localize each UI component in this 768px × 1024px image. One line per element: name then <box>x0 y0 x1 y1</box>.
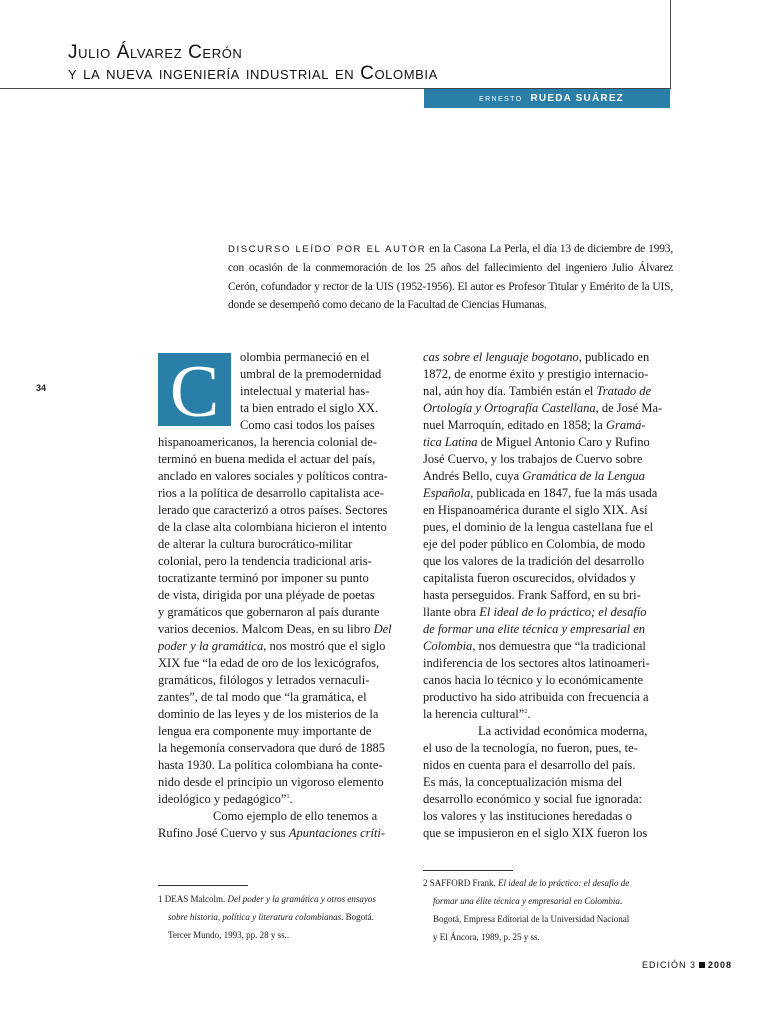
text-fragment: Tratado de <box>596 384 652 398</box>
text-fragment: , publicada en 1847, fue la más usada <box>470 486 658 500</box>
footnote-ref: 2 <box>524 708 528 715</box>
text-fragment: . Bogotá. <box>341 912 374 922</box>
text-line: pues, el dominio de la lengua castellana fue el <box>423 520 654 534</box>
text-fragment: nuel Marroquín, editado en 1858; la <box>423 418 606 432</box>
text-fragment: Gramática de la Lengua <box>522 469 645 483</box>
text-line: y gramáticos que gobernaron al país durante <box>158 605 380 619</box>
text-fragment: ideológico y pedagógico” <box>158 792 287 806</box>
text-line: capitalista fueron oscurecidos, olvidados y <box>423 571 636 585</box>
text-fragment: 1 DEAS Malcolm. <box>158 894 228 904</box>
text-fragment: tica Latina <box>423 435 478 449</box>
text-line: La actividad económica moderna, <box>478 724 648 738</box>
text-fragment: , de José Ma- <box>595 401 663 415</box>
text-line: productivo ha sido atribuida con frecuencia a <box>423 690 649 704</box>
text-fragment: la herencia cultural” <box>423 707 525 721</box>
text-line: de vista, dirigida por una pléyade de poetas <box>158 588 375 602</box>
text-line <box>158 825 394 842</box>
page-footer <box>642 960 732 970</box>
text-fragment: nal, aún hoy día. También están el <box>423 384 597 398</box>
text-fragment: Andrés Bello, cuya <box>423 469 523 483</box>
edition-label: EDICIÓN 3 <box>641 960 696 970</box>
text-line <box>423 621 675 638</box>
text-line: olombia permaneció en el <box>240 350 370 364</box>
text-line: que los valores de la tradición del desarrollo <box>423 554 645 568</box>
text-line <box>423 638 675 655</box>
footnote-rule-left <box>158 885 248 886</box>
text-line <box>158 791 394 808</box>
text-line <box>423 349 675 366</box>
text-line: eje del poder público en Colombia, de modo <box>423 537 646 551</box>
footnote-line <box>423 892 675 910</box>
text-fragment: , nos demuestra que “la tradicional <box>472 639 646 653</box>
text-line <box>423 400 675 417</box>
text-fragment: . <box>619 896 623 906</box>
footnote-line <box>423 874 675 892</box>
text-line: hispanoamericanos, la herencia colonial de- <box>158 435 378 449</box>
text-line: rios a la política de desarrollo capitalista ace- <box>158 486 384 500</box>
text-line: de la clase alta colombiana hicieron el intento <box>158 520 387 534</box>
text-line: canos hacia lo técnico y lo económicamente <box>423 673 644 687</box>
intro-paragraph <box>228 240 673 314</box>
edition-year: 2008 <box>707 960 732 970</box>
header-vertical-rule <box>670 0 671 89</box>
text-fragment: Gramá- <box>605 418 646 432</box>
text-fragment: El ideal de lo práctico; el desafío <box>479 605 647 619</box>
footnote-line <box>158 908 410 926</box>
footnote-line <box>158 890 410 908</box>
text-line: en Hispanoamérica durante el siglo XIX. Así <box>423 503 648 517</box>
text-line <box>158 638 394 655</box>
text-fragment: formar una élite técnica y empresarial en Colombia <box>433 896 620 906</box>
square-separator-icon <box>699 962 705 968</box>
text-line: anclado en valores sociales y políticos contra- <box>158 469 388 483</box>
text-line <box>423 485 675 502</box>
text-line: los valores y las instituciones heredadas o <box>423 809 632 823</box>
drop-cap: C <box>158 353 231 426</box>
text-line: nidos en cuenta para el desarrollo del país. <box>423 758 636 772</box>
text-fragment: Colombia <box>423 639 473 653</box>
text-line: hasta 1930. La política colombiana ha conte- <box>158 758 383 772</box>
text-line <box>423 468 675 485</box>
page-number: 34 <box>36 383 47 393</box>
text-fragment: Rufino José Cuervo y sus <box>158 826 289 840</box>
text-line: la hegemonía conservadora que duró de 1885 <box>158 741 386 755</box>
footnote-ref: 1 <box>286 793 290 800</box>
text-line <box>423 434 675 451</box>
footnote-line: Bogotá, Empresa Editorial de la Universidad Nacional <box>433 914 630 924</box>
text-line: Como casi todos los países <box>240 418 375 432</box>
text-line: hasta perseguidos. Frank Safford, en su bri- <box>423 588 641 602</box>
text-line: el uso de la tecnología, no fueron, pues, te- <box>423 741 638 755</box>
text-line: Es más, la conceptualización misma del <box>423 775 623 789</box>
text-line <box>423 604 675 621</box>
text-line: nido desde el principio un vigoroso elemento <box>158 775 384 789</box>
text-fragment: 2 SAFFORD Frank. <box>423 878 499 888</box>
text-fragment: . <box>527 707 531 721</box>
footnote-1 <box>158 890 410 944</box>
text-line: que se impusieron en el siglo XIX fueron los <box>423 826 648 840</box>
text-line: José Cuervo, y los trabajos de Cuervo sobre <box>423 452 643 466</box>
text-line <box>423 383 675 400</box>
text-fragment: Del <box>373 622 392 636</box>
intro-lead: DISCURSO LEÍDO POR EL AUTOR <box>228 244 427 255</box>
text-fragment: El ideal de lo práctico: el desafío de <box>498 878 630 888</box>
text-fragment: cas sobre el lenguaje bogotano <box>423 350 579 364</box>
body-column-right <box>423 349 675 842</box>
text-fragment: Del poder y la gramática y otros ensayos <box>227 894 376 904</box>
text-line: terminó en buena medida el actuar del país, <box>158 452 376 466</box>
footnote-rule-right <box>423 870 513 871</box>
text-fragment: sobre historia, política y literatura colombianas <box>168 912 342 922</box>
body-column-left <box>158 349 394 842</box>
text-line: umbral de la premodernidad <box>240 367 382 381</box>
text-line: gramáticos, filólogos y letrados vernaculi- <box>158 673 370 687</box>
footnote-2 <box>423 874 675 946</box>
article-title <box>68 42 668 84</box>
author-last-name: RUEDA SUÁREZ <box>530 93 624 104</box>
text-line: Como ejemplo de ello tenemos a <box>213 809 378 823</box>
text-fragment: , nos mostró que el siglo <box>263 639 386 653</box>
text-fragment: varios decenios. Malcom Deas, en su libro <box>158 622 374 636</box>
text-line: dominio de las leyes y de los misterios de la <box>158 707 379 721</box>
text-fragment: de formar una elite técnica y empresarial en <box>423 622 646 636</box>
text-fragment: . <box>289 792 293 806</box>
title-line-1: Julio Álvarez Cerón <box>68 42 243 63</box>
intro-text: en la Casona La Perla, el día 13 de diciembre de 1993, con ocasión de la conmemoración de los 25 años del fallecimiento del ingeniero Julio Álvarez Cerón, cofundador y rector de la UIS (1952-1956). El autor es Profesor Titular y Emérito de la UIS, donde se desempeñó como decano de la Facultad de Ciencias Humanas. <box>228 243 673 311</box>
footnote-line: Tercer Mundo, 1993, pp. 28 y ss.. <box>168 930 290 940</box>
text-line: de alterar la cultura burocrático-militar <box>158 537 353 551</box>
text-line: lerado que caracterizó a otros países. Sectores <box>158 503 388 517</box>
text-line: lengua era componente muy importante de <box>158 724 372 738</box>
text-fragment: de Miguel Antonio Caro y Rufino <box>477 435 650 449</box>
text-line: ta bien entrado el siglo XX. <box>240 401 379 415</box>
text-line: XIX fue “la edad de oro de los lexicógrafos, <box>158 656 380 670</box>
text-fragment: Española <box>423 486 471 500</box>
text-line: colonial, pero la tendencia tradicional aris- <box>158 554 372 568</box>
text-fragment: poder y la gramática <box>158 639 264 653</box>
text-line: 1872, de enorme éxito y prestigio internacio- <box>423 367 649 381</box>
footnote-line: y El Áncora, 1989, p. 25 y ss. <box>433 932 540 942</box>
text-line <box>423 706 675 723</box>
author-band <box>424 89 670 108</box>
text-line: intelectual y material has- <box>240 384 370 398</box>
title-line-2: y la nueva ingeniería industrial en Colombia <box>68 63 438 84</box>
text-fragment: Apuntaciones críti- <box>288 826 386 840</box>
text-fragment: llante obra <box>423 605 480 619</box>
text-line: zantes”, de tal modo que “la gramática, el <box>158 690 367 704</box>
author-first-name: ERNESTO <box>479 96 523 103</box>
text-fragment: Ortología y Ortografía Castellana <box>423 401 596 415</box>
text-line: desarrollo económico y social fue ignorada: <box>423 792 643 806</box>
text-fragment: , publicado en <box>578 350 650 364</box>
text-line <box>423 417 675 434</box>
text-line: tocratizante terminó por imponer su punto <box>158 571 369 585</box>
text-line <box>158 621 394 638</box>
text-line: indiferencia de los sectores altos latinoameri- <box>423 656 650 670</box>
